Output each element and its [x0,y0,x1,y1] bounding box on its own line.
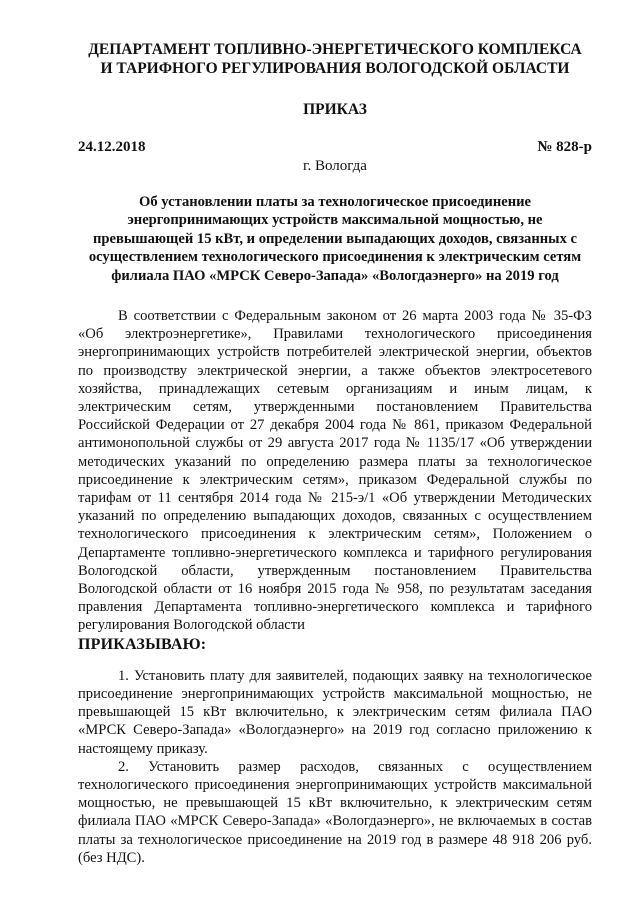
date-number-row [78,138,592,156]
order-subject: Об установлении платы за технологическое присоединение энергопринимающих устройств максимальной мощностью, не превышающей 15 кВт, и определении выпадающих доходов, связанных с осуществлением технологического присоединения к электрическим сетям филиала ПАО «МРСК Северо-Запада» «Вологдаэнерго» на 2019 год [88,194,582,284]
preamble-paragraph: В соответствии с Федеральным законом от 26 марта 2003 года № 35-ФЗ «Об электроэнергетике», Правилами технологического присоединения энергопринимающих устройств потребителей электрической энергии, объектов по производству электрической энергии, а также объектов электросетевого хозяйства, принадлежащих сетевым организациям и иным лицам, к электрическим сетям, утвержденными постановлением Правительства Российской Федерации от 27 декабря 2004 года № 861, приказом Федеральной антимонопольной службы от 29 августа 2017 года № 1135/17 «Об утверждении методических указаний по определению размера платы за технологическое присоединение к электрическим сетям», приказом Федеральной службы по тарифам от 11 сентября 2014 года № 215-э/1 «Об утверждении Методических указаний по определению выпадающих доходов, связанных с осуществлением технологического присоединения к электрическим сетям», Положением о Департаменте топливно-энергетического комплекса и тарифного регулирования Вологодской области, утвержденным постановлением Правительства Вологодской области от 16 ноября 2015 года № 958, по результатам заседания правления Департамента топливно-энергетического комплекса и тарифного регулирования Вологодской области [78,308,592,634]
order-item-1: 1. Установить плату для заявителей, подающих заявку на технологическое присоединение энергопринимающих устройств максимальной мощностью, не превышающей 15 кВт включительно, к электрическим сетям филиала ПАО «МРСК Северо-Запада» «Вологдаэнерго» на 2019 год согласно приложению к настоящему приказу. [78,667,592,757]
city: г. Вологда [303,158,367,174]
document-page [78,40,592,867]
order-word: ПРИКАЗЫВАЮ: [78,635,207,653]
order-item-2: 2. Установить размер расходов, связанных с осуществлением технологического присоединения энергопринимающих устройств максимальной мощностью, не превышающей 15 кВт включительно, к электрическим сетям филиала ПАО «МРСК Северо-Запада» «Вологдаэнерго», не включаемых в состав платы за технологическое присоединение на 2019 год в размере 48 918 206 руб. (без НДС). [78,758,592,866]
order-number: № 828-р [537,139,592,155]
document-type: ПРИКАЗ [303,101,367,118]
department-line-1: ДЕПАРТАМЕНТ ТОПЛИВНО-ЭНЕРГЕТИЧЕСКОГО КОМПЛЕКСА [88,41,582,58]
order-date: 24.12.2018 [78,139,146,155]
department-name [78,40,592,78]
department-line-2: И ТАРИФНОГО РЕГУЛИРОВАНИЯ ВОЛОГОДСКОЙ ОБЛАСТИ [100,60,570,77]
